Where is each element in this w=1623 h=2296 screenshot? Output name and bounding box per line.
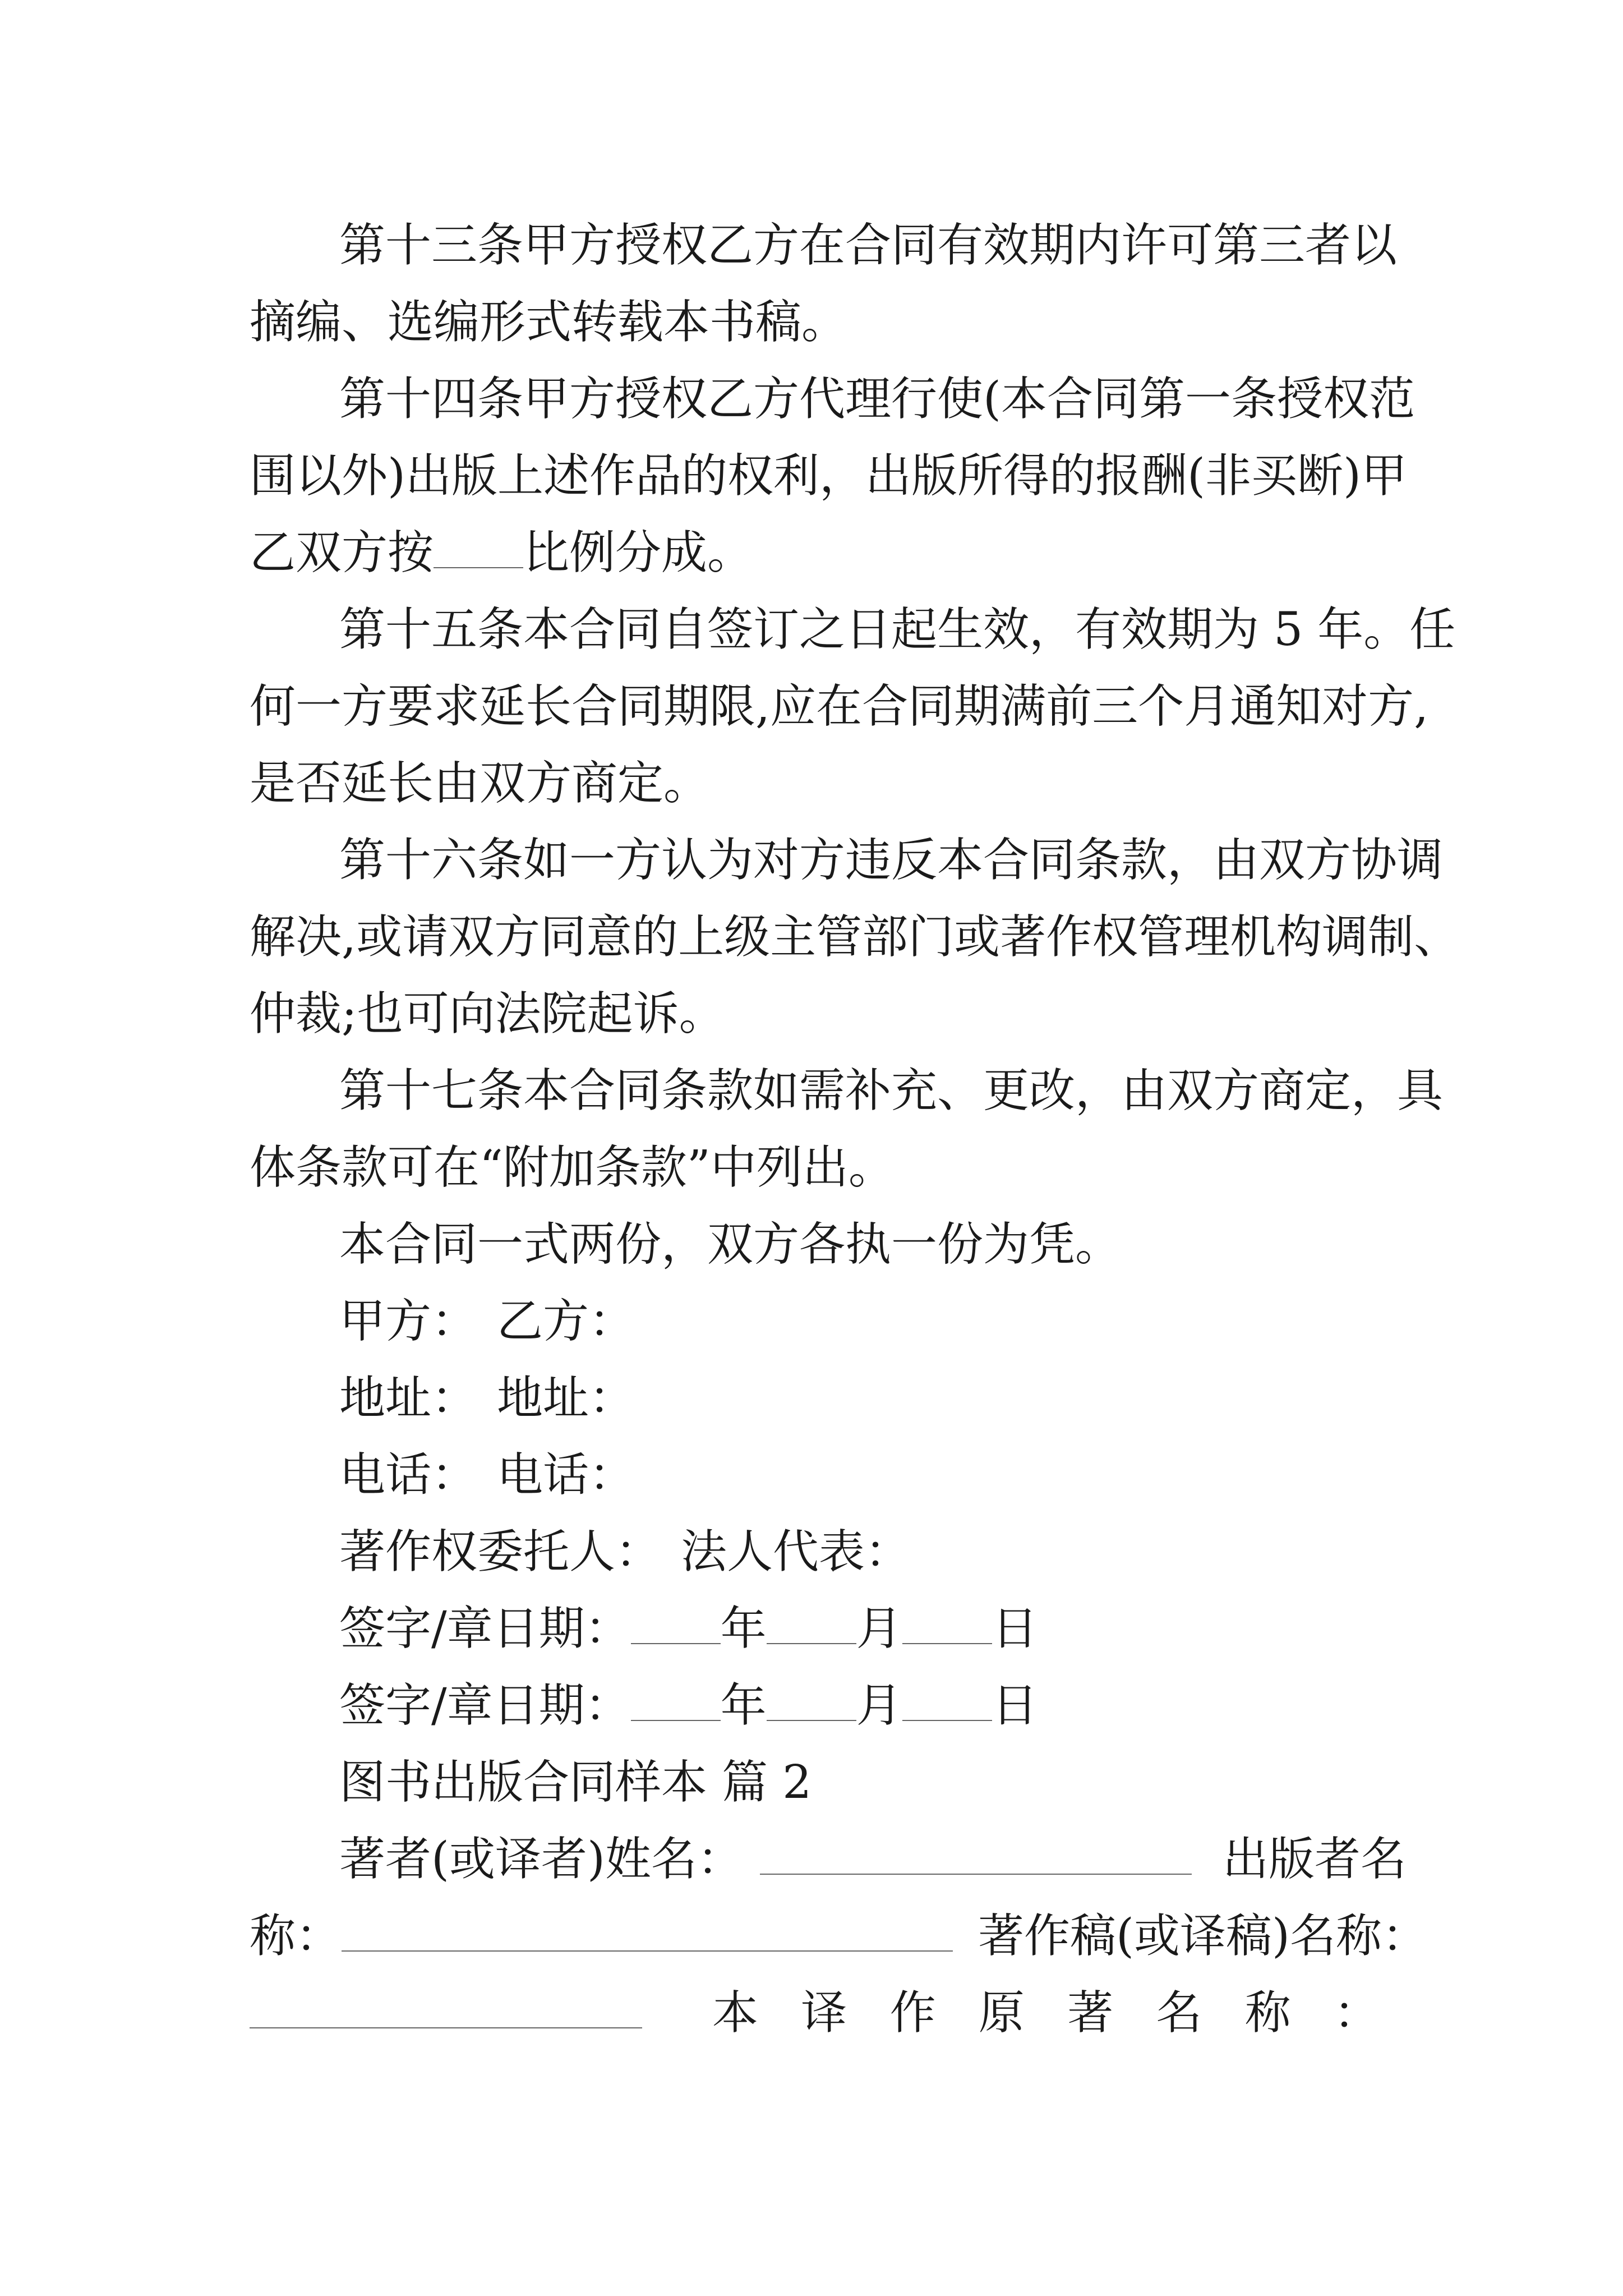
month-blank [767,1681,856,1721]
month-blank [767,1604,856,1644]
author-row [339,1832,1407,1888]
publisher-name-blank [342,1911,953,1952]
copies-statement: 本合同一式两份，双方各执一份为凭。 [339,1218,1122,1271]
ratio-blank [434,528,523,568]
year-label: 年 [720,1602,767,1655]
year-label: 年 [720,1679,767,1732]
article-17-line-1: 第十七条本合同条款如需补充、更改，由双方商定，具 [339,1064,1444,1117]
article-15-line-1: 第十五条本合同自签订之日起生效，有效期为 5 年。任 [339,603,1456,656]
sign-date-row-a [339,1601,1382,1657]
month-label: 月 [856,1679,902,1732]
day-blank [902,1604,992,1644]
phone-row [339,1447,1382,1503]
legal-representative-label: 法人代表： [681,1525,911,1579]
article-14-line-2: 围以外)出版上述作品的权利，出版所得的报酬(非买断)甲 [250,449,1407,503]
author-name-blank [760,1834,1192,1875]
sign-date-row-b [339,1678,1382,1734]
phone-a-label: 电话： [339,1448,478,1502]
article-14-line-3 [250,525,1382,581]
section-title: 图书出版合同样本 篇 2 [339,1756,812,1809]
address-a-label: 地址： [339,1372,478,1425]
party-b-label: 乙方： [497,1295,635,1348]
article-15-line-2: 何一方要求延长合同期限,应在合同期满前三个月通知对方, [250,680,1429,733]
sign-date-label: 签字/章日期： [339,1602,631,1655]
party-a-label: 甲方： [339,1295,478,1348]
month-label: 月 [856,1602,902,1655]
work-title-label: 著作稿(或译稿)名称： [978,1910,1428,1963]
article-14-ratio-prefix: 乙双方按 [250,526,434,579]
article-17-line-2: 体条款可在“附加条款”中列出。 [250,1141,895,1194]
copyright-trustee-label: 著作权委托人： [339,1525,662,1579]
author-name-label: 著者(或译者)姓名： [339,1833,743,1886]
original-title-row [250,1985,1382,2041]
work-title-blank [250,1988,642,2028]
article-13-line-1: 第十三条甲方授权乙方在合同有效期内许可第三者以 [339,219,1398,272]
sign-date-label: 签字/章日期： [339,1679,631,1732]
address-b-label: 地址： [497,1372,635,1425]
day-label: 日 [992,1602,1038,1655]
publisher-label-start: 出版者名 [1222,1833,1407,1886]
article-15-line-3: 是否延长由双方商定。 [250,757,710,810]
day-label: 日 [992,1679,1038,1732]
publisher-label-end: 称： [250,1910,342,1963]
article-14-line-1: 第十四条甲方授权乙方代理行使(本合同第一条授权范 [339,372,1415,426]
article-16-line-1: 第十六条如一方认为对方违反本合同条款，由双方协调 [339,834,1444,887]
original-title-label: 本 译 作 原 著 名 称 ： [712,1986,1380,2040]
publisher-row [250,1908,1428,1964]
year-blank [631,1681,721,1721]
article-13-line-2: 摘编、选编形式转载本书稿。 [250,296,848,349]
address-row [339,1370,1382,1427]
article-16-line-3: 仲裁;也可向法院起诉。 [250,987,725,1041]
phone-b-label: 电话： [497,1448,635,1502]
representative-row [339,1524,1382,1580]
party-row [339,1294,1382,1350]
article-14-ratio-suffix: 比例分成。 [523,526,754,579]
year-blank [631,1604,721,1644]
article-16-line-2: 解决,或请双方同意的上级主管部门或著作权管理机构调制、 [250,910,1460,964]
day-blank [902,1681,992,1721]
